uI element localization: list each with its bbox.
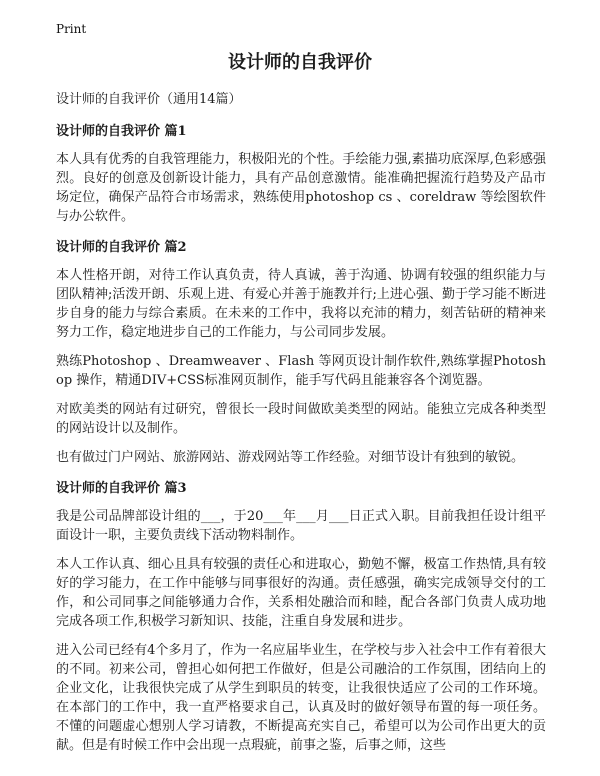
- paragraph: 对欧美类的网站有过研究，曾很长一段时间做欧美类型的网站。能独立完成各种类型的网站设计以及制作。: [56, 402, 546, 436]
- print-label[interactable]: Print: [56, 22, 87, 36]
- paragraph: 进入公司已经有4个多月了，作为一名应届毕业生，在学校与步入社会中工作有着很大的不同。初来公司，曾担心如何把工作做好，但是公司融洽的工作氛围，团结向上的企业文化，让我很快完成了从学生到职员的转变，让我很快适应了公司的工作环境。在本部门的工作中，我一直严格要求自己，认真及时的做好领导布置的每一项任务。不懂的问题虚心想别人学习请教，不断提高充实自己，希望可以为公司作出更大的贡献。但是有时候工作中会出现一点瑕疵，前事之鉴，后事之师，这些: [56, 643, 546, 753]
- paragraph: 我是公司品牌部设计组的___，于20___年___月___日正式入职。目前我担任设计组平面设计一职，主要负责线下活动物料制作。: [56, 509, 546, 543]
- section-heading: 设计师的自我评价 篇2: [56, 240, 187, 255]
- section-heading: 设计师的自我评价 篇3: [56, 481, 187, 496]
- section-3: [56, 479, 546, 755]
- section-1: [56, 122, 546, 226]
- paragraph: 也有做过门户网站、旅游网站、游戏网站等工作经验。对细节设计有独到的敏锐。: [56, 450, 525, 465]
- paragraph: 本人工作认真、细心且具有较强的责任心和进取心，勤勉不懈，极富工作热情,具有较好的学习能力，在工作中能够与同事很好的沟通。责任感强，确实完成领导交付的工作，和公司同事之间能够通力合作，关系相处融洽而和睦，配合各部门负责人成功地完成各项工作,积极学习新知识、技能，注重自身发展和进步。: [56, 557, 546, 629]
- document-subtitle: 设计师的自我评价（通用14篇）: [56, 92, 242, 107]
- page-title: 设计师的自我评价: [228, 52, 372, 73]
- paragraph: 本人性格开朗，对待工作认真负责，待人真诚，善于沟通、协调有较强的组织能力与团队精神;活泼开朗、乐观上进、有爱心并善于施教并行;上进心强、勤于学习能不断进步自身的能力与综合素质。在未来的工作中，我将以充沛的精力，刻苦钻研的精神来努力工作，稳定地进步自己的工作能力，与公司同步发展。: [56, 268, 546, 340]
- paragraph: 熟练Photoshop 、Dreamweaver 、Flash 等网页设计制作软件,熟练掌握Photoshop 操作，精通DIV+CSS标准网页制作，能手写代码且能兼容各个浏览器。: [56, 354, 546, 388]
- section-2: [56, 238, 546, 467]
- document-body: [56, 90, 546, 765]
- paragraph: 本人具有优秀的自我管理能力，积极阳光的个性。手绘能力强,素描功底深厚,色彩感强烈。良好的创意及创新设计能力，具有产品创意激情。能准确把握流行趋势及产品市场定位，确保产品符合市场需求，熟练使用photoshop cs 、coreldraw 等绘图软件与办公软件。: [56, 152, 546, 224]
- section-heading: 设计师的自我评价 篇1: [56, 124, 187, 139]
